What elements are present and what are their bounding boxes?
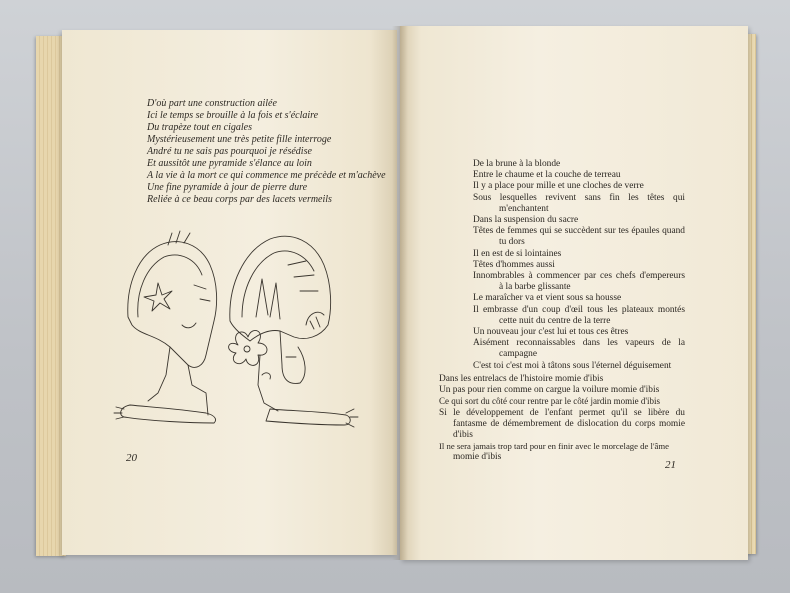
poem-line: D'où part une construction ailée <box>147 98 277 109</box>
poem-line: Il en est de si lointaines <box>473 248 562 259</box>
poem-line: Et aussitôt une pyramide s'élance au loin <box>147 158 312 169</box>
right-figure-toes <box>346 409 358 427</box>
poem-line: Un nouveau jour c'est lui et tous ces êtres <box>473 327 629 338</box>
poem-line-continuation: m'enchantent <box>499 203 549 214</box>
poem-line: Ici le temps se brouille à la fois et s'éclaire <box>147 110 319 121</box>
poem-line: Il y a place pour mille et une cloches de verre <box>473 181 644 192</box>
right-figure-leg <box>266 409 350 425</box>
poem-line: Mystérieusement une très petite fille interroge <box>147 134 332 145</box>
poem-line: Le maraîcher va et vient sous sa housse <box>473 293 622 304</box>
left-poem <box>147 98 386 206</box>
poem-line-continuation: campagne <box>499 349 537 360</box>
left-figure-arm <box>121 405 216 423</box>
poem-line: Aisément reconnaissables dans les vapeurs de la <box>473 338 685 349</box>
poem-line: C'est toi c'est moi à tâtons sous l'éternel déguisement <box>473 360 672 371</box>
poem-line: Dans la suspension du sacre <box>473 215 579 226</box>
right-figure-face <box>262 357 296 379</box>
left-figure-head <box>128 242 217 368</box>
poem-line: Têtes de femmes qui se succèdent sur tes épaules quand <box>473 226 685 237</box>
poem-line-continuation: d'ibis <box>453 430 473 441</box>
poem-line: A la vie à la mort ce qui commence me précède et m'achève <box>147 170 386 181</box>
book-gutter <box>392 26 408 560</box>
right-figure-head <box>230 236 331 341</box>
poem-line-continuation: fantasme de démembrement de dislocation du corps momie <box>453 418 685 429</box>
left-figure-face <box>182 285 210 328</box>
center-flower-core <box>244 346 250 352</box>
right-page-number: 21 <box>665 459 676 471</box>
poem-line: Reliée à ce beau corps par des lacets vermeils <box>147 194 332 205</box>
poem-line: Entre le chaume et la couche de terreau <box>473 170 621 181</box>
line-drawing-illustration <box>110 225 360 445</box>
left-figure-fingers <box>114 407 124 419</box>
left-page-number: 20 <box>126 452 137 464</box>
poem-line: André tu ne sais pas pourquoi je résédise <box>147 146 312 157</box>
poem-line: Ce qui sort du côté cour rentre par le côté jardin momie d'ibis <box>439 396 661 407</box>
right-figure-shell <box>306 312 324 329</box>
left-figure-inner <box>138 255 202 317</box>
right-poem-stanza-1 <box>473 159 685 372</box>
poem-line: Il ne sera jamais trop tard pour en finir avec le morcelage de l'âme <box>439 441 669 452</box>
poem-line: Sous lesquelles revivent sans fin les têtes qui <box>473 192 685 203</box>
poem-line: Un pas pour rien comme on cargue la voilure momie d'ibis <box>439 385 660 396</box>
poem-line: De la brune à la blonde <box>473 159 561 169</box>
poem-line: Têtes d'hommes aussi <box>473 259 555 270</box>
poem-line-continuation: cette nuit du centre de la terre <box>499 315 611 326</box>
poem-line: Du trapèze tout en cigales <box>147 122 252 133</box>
poem-line: Il embrasse d'un coup d'œil tous les plateaux montés <box>473 304 685 315</box>
poem-line-continuation: momie d'ibis <box>453 452 502 463</box>
left-figure-body <box>148 347 208 415</box>
poem-line-continuation: à la barbe glissante <box>499 282 571 293</box>
poem-line: Innombrables à commencer par ces chefs d'empereurs <box>473 271 685 282</box>
poem-line: Si le développement de l'enfant permet qu'il se libère du <box>439 407 685 418</box>
poem-line: Dans les entrelacs de l'histoire momie d'ibis <box>439 374 604 384</box>
right-figure-inner <box>242 251 314 317</box>
right-poem-stanza-2 <box>439 374 685 464</box>
poem-line: Une fine pyramide à jour de pierre dure <box>147 182 308 193</box>
center-flower <box>229 330 267 365</box>
right-figure-body <box>258 331 305 411</box>
right-figure-spikes <box>256 279 280 319</box>
poem-line-continuation: tu dors <box>499 237 525 248</box>
right-figure-dots <box>288 261 318 291</box>
left-figure-star <box>144 283 172 311</box>
